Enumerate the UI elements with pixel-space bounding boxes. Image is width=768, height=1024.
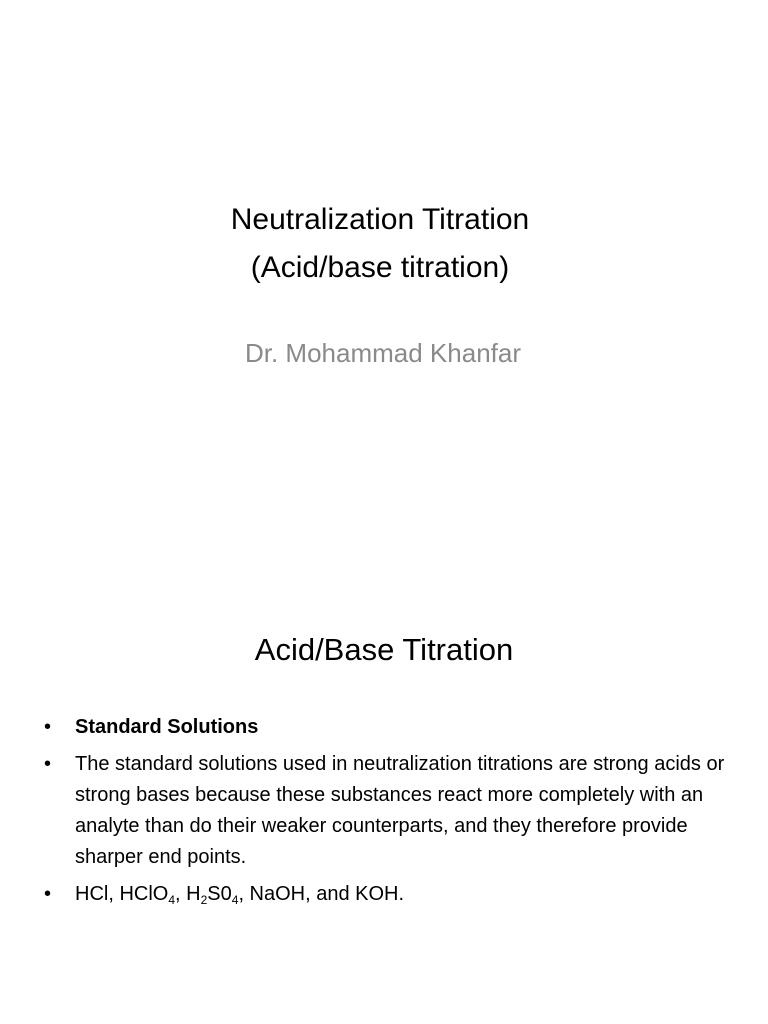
bullet-icon: • <box>44 753 52 775</box>
bullet-icon: • <box>44 716 52 738</box>
bullet-item-description <box>42 749 732 873</box>
slide-title-line-1: Neutralization Titration <box>230 203 530 236</box>
author-subtitle: Dr. Mohammad Khanfar <box>244 338 521 368</box>
bullet-text <box>75 883 404 905</box>
formula-text: , H <box>175 883 201 905</box>
bullet-item-standard-solutions <box>42 712 732 743</box>
bullet-list <box>42 712 732 916</box>
formula-subscript: 2 <box>200 893 208 907</box>
content-slide <box>0 576 768 1024</box>
section-title: Acid/Base Titration <box>254 632 514 667</box>
bullet-text: Standard Solutions <box>75 716 259 738</box>
bullet-icon: • <box>44 883 52 905</box>
formula-subscript: 4 <box>168 893 176 907</box>
bullet-item-examples <box>42 879 732 910</box>
formula-subscript: 4 <box>231 893 239 907</box>
bullet-text: The standard solutions used in neutralization titrations are strong acids or strong bases because these substances react more completely with an analyte than do their weaker counterparts, and they therefore provide sharper end points. <box>75 753 725 868</box>
slide-title-line-2: (Acid/base titration) <box>250 251 510 284</box>
formula-text: S0 <box>207 883 232 905</box>
formula-text: HCl, HClO <box>75 883 169 905</box>
formula-text: , NaOH, and KOH. <box>238 883 405 905</box>
slide-title <box>0 196 760 292</box>
